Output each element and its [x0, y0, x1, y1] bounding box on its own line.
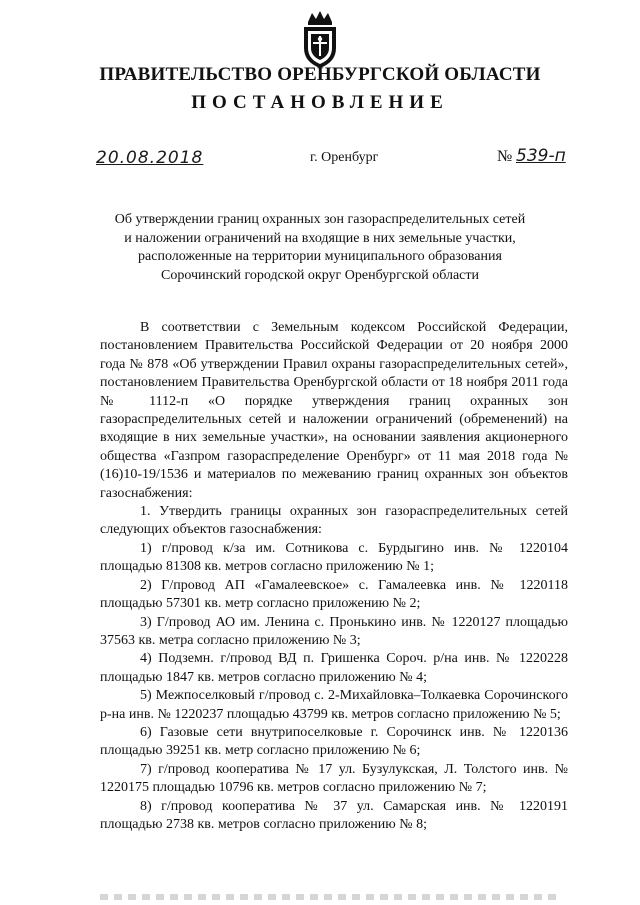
- organization-name: ПРАВИТЕЛЬСТВО ОРЕНБУРГСКОЙ ОБЛАСТИ: [99, 64, 541, 85]
- title-line: и наложении ограничений на входящие в них земельные участки,: [124, 230, 516, 246]
- document-number-label: №: [497, 148, 513, 165]
- document-number: 539-п: [516, 146, 566, 166]
- document-title: [90, 211, 550, 285]
- coat-of-arms-icon: [298, 8, 342, 70]
- document-body: [100, 319, 568, 834]
- subitem-paragraph: 8) г/провод кооператива № 37 ул. Самарская инв. № 1220191 площадью 2738 кв. метров согласно приложению № 8;: [100, 798, 568, 832]
- document-city: г. Оренбург: [310, 150, 379, 165]
- subitem-paragraph: 5) Межпоселковый г/провод с. 2-Михайловка–Толкаевка Сорочинского р-на инв. № 1220237 площадью 43799 кв. метров согласно приложению № 5;: [100, 688, 568, 722]
- preamble-paragraph: В соответствии с Земельным кодексом Российской Федерации, постановлением Правительства Российской Федерации от 20 ноября 2000 года № 878 «Об утверждении Правил охраны газораспределительных сетей», постановлением Правительства Оренбургской области от 18 ноября 2011 года № 1112-п «О порядке утверждения границ охранных зон газораспределительных сетей и наложении ограничений (обременений) на входящие в них земельные участки», на основании заявления акционерного общества «Газпром газораспределение Оренбург» от 11 мая 2018 года № (16)10-19/1536 и материалов по межеванию границ охранных зон объектов газоснабжения:: [100, 320, 568, 501]
- subitem-paragraph: 3) Г/провод АО им. Ленина с. Пронькино инв. № 1220127 площадью 37563 кв. метра согласно приложению № 3;: [100, 614, 568, 648]
- subitem-paragraph: 1) г/провод к/за им. Сотникова с. Бурдыгино инв. № 1220104 площадью 81308 кв. метров согласно приложению № 1;: [100, 540, 568, 575]
- title-line: Сорочинский городской округ Оренбургской области: [160, 267, 479, 283]
- document-type: ПОСТАНОВЛЕНИЕ: [191, 92, 449, 113]
- page-cut-off-text: [100, 894, 560, 900]
- title-line: Об утверждении границ охранных зон газораспределительных сетей: [114, 212, 526, 227]
- subitem-paragraph: 2) Г/провод АП «Гамалеевское» с. Гамалеевка инв. № 1220118 площадью 57301 кв. метр согласно приложению № 2;: [100, 577, 568, 612]
- subitem-paragraph: 4) Подземн. г/провод ВД п. Гришенка Сороч. р/на инв. № 1220228 площадью 1847 кв. метров согласно приложению № 4;: [100, 651, 568, 685]
- subitem-paragraph: 6) Газовые сети внутрипоселковые г. Сорочинск инв. № 1220136 площадью 39251 кв. метр согласно приложению № 6;: [100, 724, 568, 759]
- item-1-paragraph: 1. Утвердить границы охранных зон газораспределительных сетей следующих объектов газоснабжения:: [100, 504, 568, 538]
- document-date: 20.08.2018: [96, 148, 204, 168]
- subitem-paragraph: 7) г/провод кооператива № 17 ул. Бузулукская, Л. Толстого инв. № 1220175 площадью 10796 кв. метров согласно приложению № 7;: [100, 761, 568, 796]
- title-line: расположенные на территории муниципального образования: [138, 249, 502, 264]
